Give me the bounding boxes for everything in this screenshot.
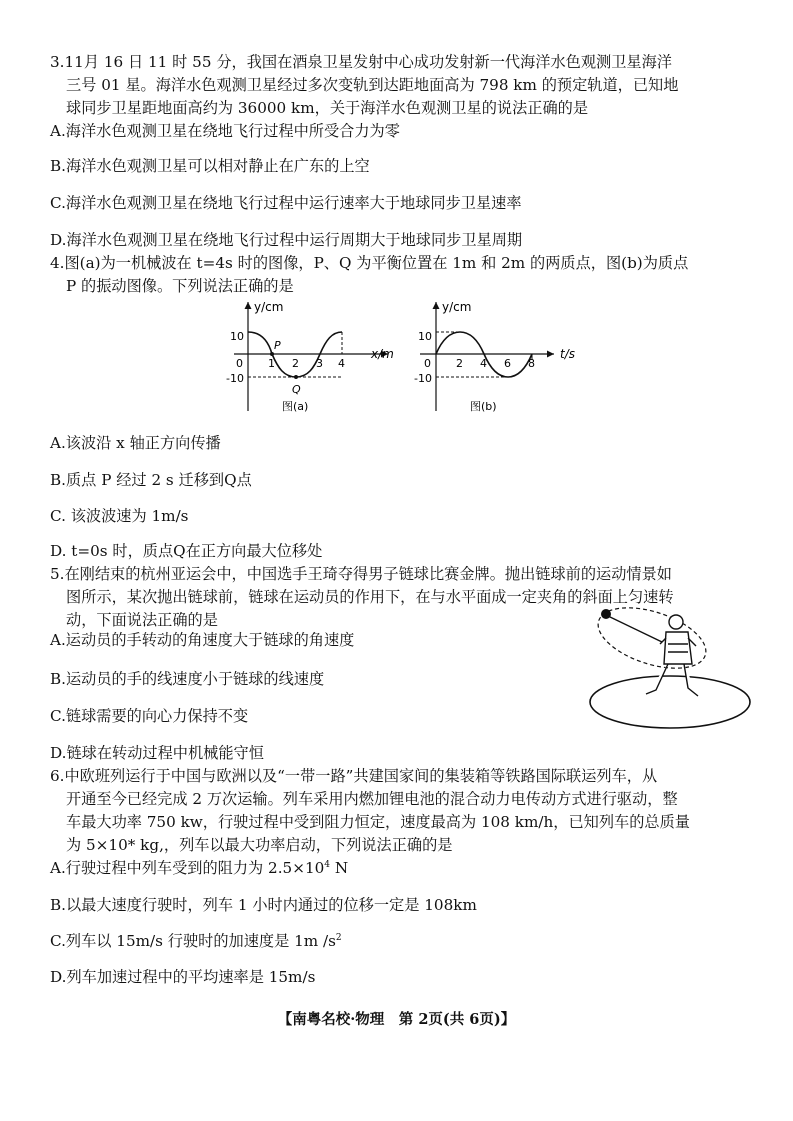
q6-stem-line-1: 6.中欧班列运行于中国与欧洲以及“一带一路”共建国家间的集装箱等铁路国际联运列车，从: [50, 767, 658, 785]
y-tick-minus-10: -10: [226, 372, 244, 385]
t-axis-label: t/s: [560, 347, 575, 361]
x-tick-2: 2: [292, 357, 299, 370]
q5-option-d: D.链球在转动过程中机械能守恒: [50, 744, 264, 762]
x-tick-3: 3: [316, 357, 323, 370]
y-axis-label: y/cm: [254, 300, 284, 314]
x-tick-1: 1: [268, 357, 275, 370]
q5-option-b: B.运动员的手的线速度小于链球的线速度: [50, 670, 325, 688]
q6-option-a-exponent: 4: [324, 859, 330, 870]
label-q: Q: [292, 383, 301, 396]
q4-option-d: D. t=0s 时，质点Q在正方向最大位移处: [50, 542, 323, 560]
page-footer: 【南粤名校·物理 第 2页(共 6页)】: [277, 1011, 516, 1028]
label-p: P: [274, 339, 281, 352]
t-tick-2: 2: [456, 357, 463, 370]
y-tick-10: 10: [230, 330, 244, 343]
point-p: [270, 352, 274, 356]
q6-option-a-unit: N: [330, 859, 349, 877]
q4-stem-line-1: 4.图(a)为一机械波在 t=4s 时的图像，P、Q 为平衡位置在 1m 和 2m 的两质点，图(b)为质点: [50, 254, 689, 272]
hammer-throw-illustration: [584, 598, 764, 738]
throwing-circle: [590, 676, 750, 728]
q6-option-a-text: A.行驶过程中列车受到的阻力为 2.5×10: [50, 859, 325, 877]
q3-stem-line-3: 球同步卫星距地面高约为 36000 km，关于海洋水色观测卫星的说法正确的是: [66, 99, 589, 117]
point-q: [294, 375, 298, 379]
q3-option-c: C.海洋水色观测卫星在绕地飞行过程中运行速率大于地球同步卫星速率: [50, 194, 522, 212]
q4-option-c: C. 该波波速为 1m/s: [50, 507, 189, 525]
wave-graph-a: [226, 296, 406, 421]
q6-option-d: D.列车加速过程中的平均速率是 15m/s: [50, 968, 316, 986]
y-tick-0: 0: [424, 357, 431, 370]
q3-option-d: D.海洋水色观测卫星在绕地飞行过程中运行周期大于地球同步卫星周期: [50, 231, 523, 249]
vibration-graph-b: [410, 296, 590, 421]
q5-stem-line-2: 图所示，某次抛出链球前，链球在运动员的作用下，在与水平面成一定夹角的斜面上匀速转: [66, 588, 674, 606]
q6-option-c: [50, 931, 342, 951]
x-tick-4: 4: [338, 357, 345, 370]
q3-stem-line-1: 3.11月 16 日 11 时 55 分，我国在酒泉卫星发射中心成功发射新一代海洋水色观测卫星海洋: [50, 53, 672, 71]
hammer-wire: [608, 616, 662, 642]
q5-option-c: C.链球需要的向心力保持不变: [50, 707, 249, 725]
y-tick-10: 10: [418, 330, 432, 343]
q6-option-a: [50, 858, 348, 878]
q6-stem-line-4: 为 5×10* kg,，列车以最大功率启动，下列说法正确的是: [66, 836, 453, 854]
y-tick-minus-10: -10: [414, 372, 432, 385]
athlete-figure: [646, 615, 698, 696]
q6-option-b: B.以最大速度行驶时，列车 1 小时内通过的位移一定是 108km: [50, 896, 477, 914]
hammer-ball: [601, 609, 611, 619]
caption-a: 图(a): [282, 400, 309, 413]
q6-stem-line-2: 开通至今已经完成 2 万次运输。列车采用内燃加锂电池的混合动力电传动方式进行驱动，整: [66, 790, 678, 808]
q5-stem-line-3: 动，下面说法正确的是: [66, 611, 218, 629]
t-tick-6: 6: [504, 357, 511, 370]
q4-option-b: B.质点 P 经过 2 s 迁移到Q点: [50, 471, 252, 489]
caption-b: 图(b): [470, 400, 497, 413]
q4-stem-line-2: P 的振动图像。下列说法正确的是: [66, 277, 294, 295]
q6-stem-line-3: 车最大功率 750 kw，行驶过程中受到阻力恒定，速度最高为 108 km/h，已知列车的总质量: [66, 813, 690, 831]
q3-option-b: B.海洋水色观测卫星可以相对静止在广东的上空: [50, 157, 370, 175]
q5-option-a: A.运动员的手转动的角速度大于链球的角速度: [50, 631, 355, 649]
q6-option-c-text: C.列车以 15m/s 行驶时的加速度是 1m /s: [50, 932, 336, 950]
t-tick-4: 4: [480, 357, 487, 370]
t-tick-8: 8: [528, 357, 535, 370]
q6-option-c-exponent: 2: [335, 932, 342, 943]
x-axis-label: x/m: [371, 347, 394, 361]
y-tick-0: 0: [236, 357, 243, 370]
y-axis-label: y/cm: [442, 300, 472, 314]
q5-stem-line-1: 5.在刚结束的杭州亚运会中，中国选手王琦夺得男子链球比赛金牌。抛出链球前的运动情景如: [50, 565, 672, 583]
q3-option-a: A.海洋水色观测卫星在绕地飞行过程中所受合力为零: [50, 122, 400, 140]
q3-stem-line-2: 三号 01 星。海洋水色观测卫星经过多次变轨到达距地面高为 798 km 的预定轨道，已知地: [66, 76, 679, 94]
q4-option-a: A.该波沿 x 轴正方向传播: [50, 434, 221, 452]
